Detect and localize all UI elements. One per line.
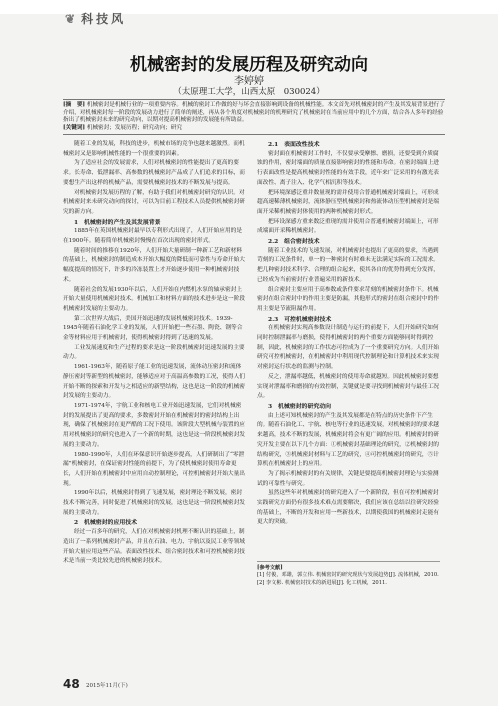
section-heading: 2 机械密封的应用技术 — [74, 519, 138, 527]
page-number: 48 — [63, 677, 80, 691]
keywords-label: [关键词] — [63, 124, 86, 131]
leaf-icon: ❦ — [65, 12, 79, 26]
paragraph: 1990年以后，机械密封得到了飞速发展，密封理论不断发展，密封技术不断完善，同时促进了机械密封的发展，这也是这一阶段机械密封发展的主要动力。 — [63, 490, 245, 516]
column-tag — [65, 10, 126, 27]
paragraph: 把环境深感泛重并数量现的需并使用合普通机械密封端面上，可形成超高速稀薄机械密封，流体静压型机械密封和热流体动压型机械密封是端面开采稀机械密封体使用的两种机械密封形式。 — [257, 189, 439, 215]
paragraph: 虽然这些年对机械密封的研究进入了一个新阶段，但在可控机械密封实践研究方面仍有很多技术难点需要解决，我们应该在总结以往研究经验的基础上，不断的开发和应用一些新技术，以期使我国的机械密封走能有更大的突破。 — [257, 490, 439, 526]
paragraph: 1961-1963年，随着原子能工业的迅速发展，流体动压密封和流体静压密封等新型的机械密封，能够适应对于高温高参数的工况，使得人们开始不断的探索和开发与之相适应的新型结构，这也是这一阶段的机械密封发展的主要动力。 — [63, 364, 245, 400]
paragraph: 反之，泄漏率越低，机械密封的使用寿命就越短。因此机械密封要想实现对泄漏率和磨损的有效控制，关键就是要寻找到机械密封与最佳工况点。 — [257, 373, 439, 400]
paper-title: 机械密封的发展历程及研究动向 — [130, 55, 368, 75]
abstract-box — [63, 99, 445, 135]
paragraph: 随着工业的发展，科技的进步，机械市场的竞争也越来越激烈。而机械密封又是影响机械性能的一个很重要的因素。 — [63, 141, 245, 157]
paragraph: 在机械密封实现高参数设计制造与运行的前提下，人们开始研究如何同时控制泄漏率与磨损，使得机械密封的两个重要方面能够同时得到控制，因此，机械密封的工作状态可控成为了一个重要研究方向。人们开始研究可控机械密封，在机械密封中利用现代控制理论和计算机技术来实现对密封运行状态的监测与控制。 — [257, 325, 439, 371]
abstract-text: 机械密封是机械行业的一项重要内容。机械的密封工作做的好与坏会直接影响到设备的机械性能。本文首先对机械密封的产生及其发展背景进行了介绍，对机械密封每一阶段的发展动力进行了简单的阐述，再从各个角度对机械密封的机理研究了机械密封在当前应用中的几个方面，结合各人多年的经验指出了机械密封未来的研究动向，以期对提高机械密封的发展能有所助益。 — [63, 102, 445, 123]
paragraph: 随着工业技术的飞速发展，对机械密封也提出了更高的要求，当遇到苛刻的工况条件时，单一的一种密封有时难未无法满足实际的工况需求。把几种密封技术科学、合理的组合起来，使其各自的优势得到充分发挥，已经成为当前密封行业普遍采用的新技术。 — [257, 247, 439, 283]
paragraph: 第二次世界大战后，美国开始迅速的发展机械密封技术。1939-1945年随着石油化学工业的发展，人们开始把一些石墨、陶瓷、钢等合金等材料应用于机械密封，使得机械密封得到了迅速的发展。 — [63, 315, 243, 342]
issue-info: 2015年11月(下) — [86, 683, 128, 689]
left-column — [63, 140, 246, 567]
references-heading: [参考文献] — [257, 565, 283, 571]
paragraph: 为了揭示机械密封的有关规律，关键是要提高机械密封理论与实验测试的可靠性与研究。 — [257, 470, 439, 487]
paragraph: 1885年在英国机械密封最早以专利形式出现了，人们开始应用的是在1900年。随着简单机械密封慢慢在首次出现的密封形式。 — [63, 228, 243, 245]
paragraph: 1971-1974年，宇航工业和核电工业开始迅速发展，它们对机械密封的发展提出了更高的要求，多数密封开始在机械密封的密封结构上出现，确保了机械密封在更严酷的工况下使用。该阶段大型机械与装置的应用对机械密封的研究也进入了一个新的时期，这也是这一阶段机械密封发展的主要动力。 — [63, 402, 245, 448]
paragraph: 工业发展速度和生产过程的要求是这一阶段机械密封迅速发展的主要动力。 — [63, 344, 245, 361]
references — [257, 561, 440, 587]
paragraph: 把环设深感方重来数泛重现的需并使用合普通机械密封端面上，可形成端面开采稀机械密封。 — [257, 218, 439, 235]
paragraph: 密封面在机械密封工作时，不仅要承受摩擦、磨损，还要受到介质腐蚀的作用，密封端面的质量直接影响密封的性能和寿命。在密封端面上进行表面改性是提高机械密封性能的有效手段，近年来广泛采用的有激光表面改性、离子注入、化学气相沉积等技术。 — [257, 150, 439, 186]
section-heading: 3 机械密封的研究动向 — [268, 402, 332, 410]
paragraph: 为了适应社会的发展需求，人们对机械密封的性能提出了更高的要求。长寿命、低泄漏率、高参数的机械密封产品成了人们追求的目标，而要想生产出这样的机械产品，需要机械密封技术的不断发展与提高。 — [63, 160, 245, 186]
author: 李婷婷 — [234, 76, 264, 87]
paragraph: 1980-1990年，人们在环保意识开始逐步提高，人们研制出了“零泄漏”机械密封，在保证密封性能的前提下，为了使机械密封使用寿命更长，人们开始在机械密封中应用自动控制理论，可控机械密封开始大量出现。 — [63, 451, 245, 487]
section-heading: 2.1 表面改性技术 — [268, 141, 320, 148]
paragraph: 由上述可知机械密封的产生及其发展都是在特点的历史条件下产生的。随着石油化工、宇航、核电等行业的迅速发展，对机械密封的要求越来越高，技术不断的发展，机械密封将会有更广阔的应用。机械密封的研究开发主要在以下几个方面：①机械密封基础理论的研究，②机械密封的结构研究，③机械密封材料与工艺的研究，④可控机械密封的研究，⑤计算机在机械密封上的应用。 — [257, 412, 439, 468]
paragraph: 组合密封主要应用于高参数或条件要求苛刻的机械密封条件下。机械密封在组合密封中的作用主要是防漏，其他形式的密封在组合密封中的作用主要是节流阻漏作用。 — [257, 286, 439, 312]
paragraph: 随着时间的推移在1920年，人们开始大量研制一种新工艺和新材料的基础上，机械密封的制造成本开始大幅度的降低而可靠性与寿命开始大幅度提高的情况下，许多的冷冻装置上才开始逐步使用一种机械密封技术。 — [63, 247, 245, 283]
section-heading: 1 机械密封的产生及其发展背景 — [74, 218, 161, 226]
keywords-text: 机械密封；发展历程；研究动向；研究 — [86, 124, 182, 131]
reference-item: [1] 付俊，邓雄，郭立伟. 机械密封的研究现状与发展趋势[J]. 流体机械，2010. — [257, 572, 439, 579]
paragraph: 对机械密封发展历程的了解，有助于我们对机械密封研究的认识。对机械密封来未研究动向的探讨，可以为目前工程技术人员提供机械密封研究的新方向。 — [63, 189, 245, 215]
section-heading: 2.2 组合密封技术 — [268, 238, 320, 246]
section-heading: 2.3 可控机械密封技术 — [268, 315, 332, 323]
paragraph: 经过一百多年的研究，人们在对机械密封机理不断认识的基础上，制造出了一系列机械密封产品，并且在石油、电力、宇航以及民工业等领域开始大量应用这些产品。表面改性技术、组合密封技术和可控机械密封技术是当前一类比较先进的机械密封技术。 — [63, 529, 245, 565]
right-column — [257, 140, 440, 528]
column-tag-label: 科技风 — [81, 12, 127, 26]
affiliation: （太原理工大学，山西太原 030024） — [173, 87, 325, 97]
reference-item: [2] 李文彬. 机械密封技术的新进展[J]. 化工机械，2011. — [257, 579, 387, 586]
abstract-label: [摘 要] — [63, 102, 86, 108]
paragraph: 随着社会的发展1930年以后，人们开始在内燃机水泵的轴承密封上开始大量使用机械密封技术。机械加工和材料方面的技术进步是这一阶段机械密封发展的主要动力。 — [63, 286, 245, 312]
